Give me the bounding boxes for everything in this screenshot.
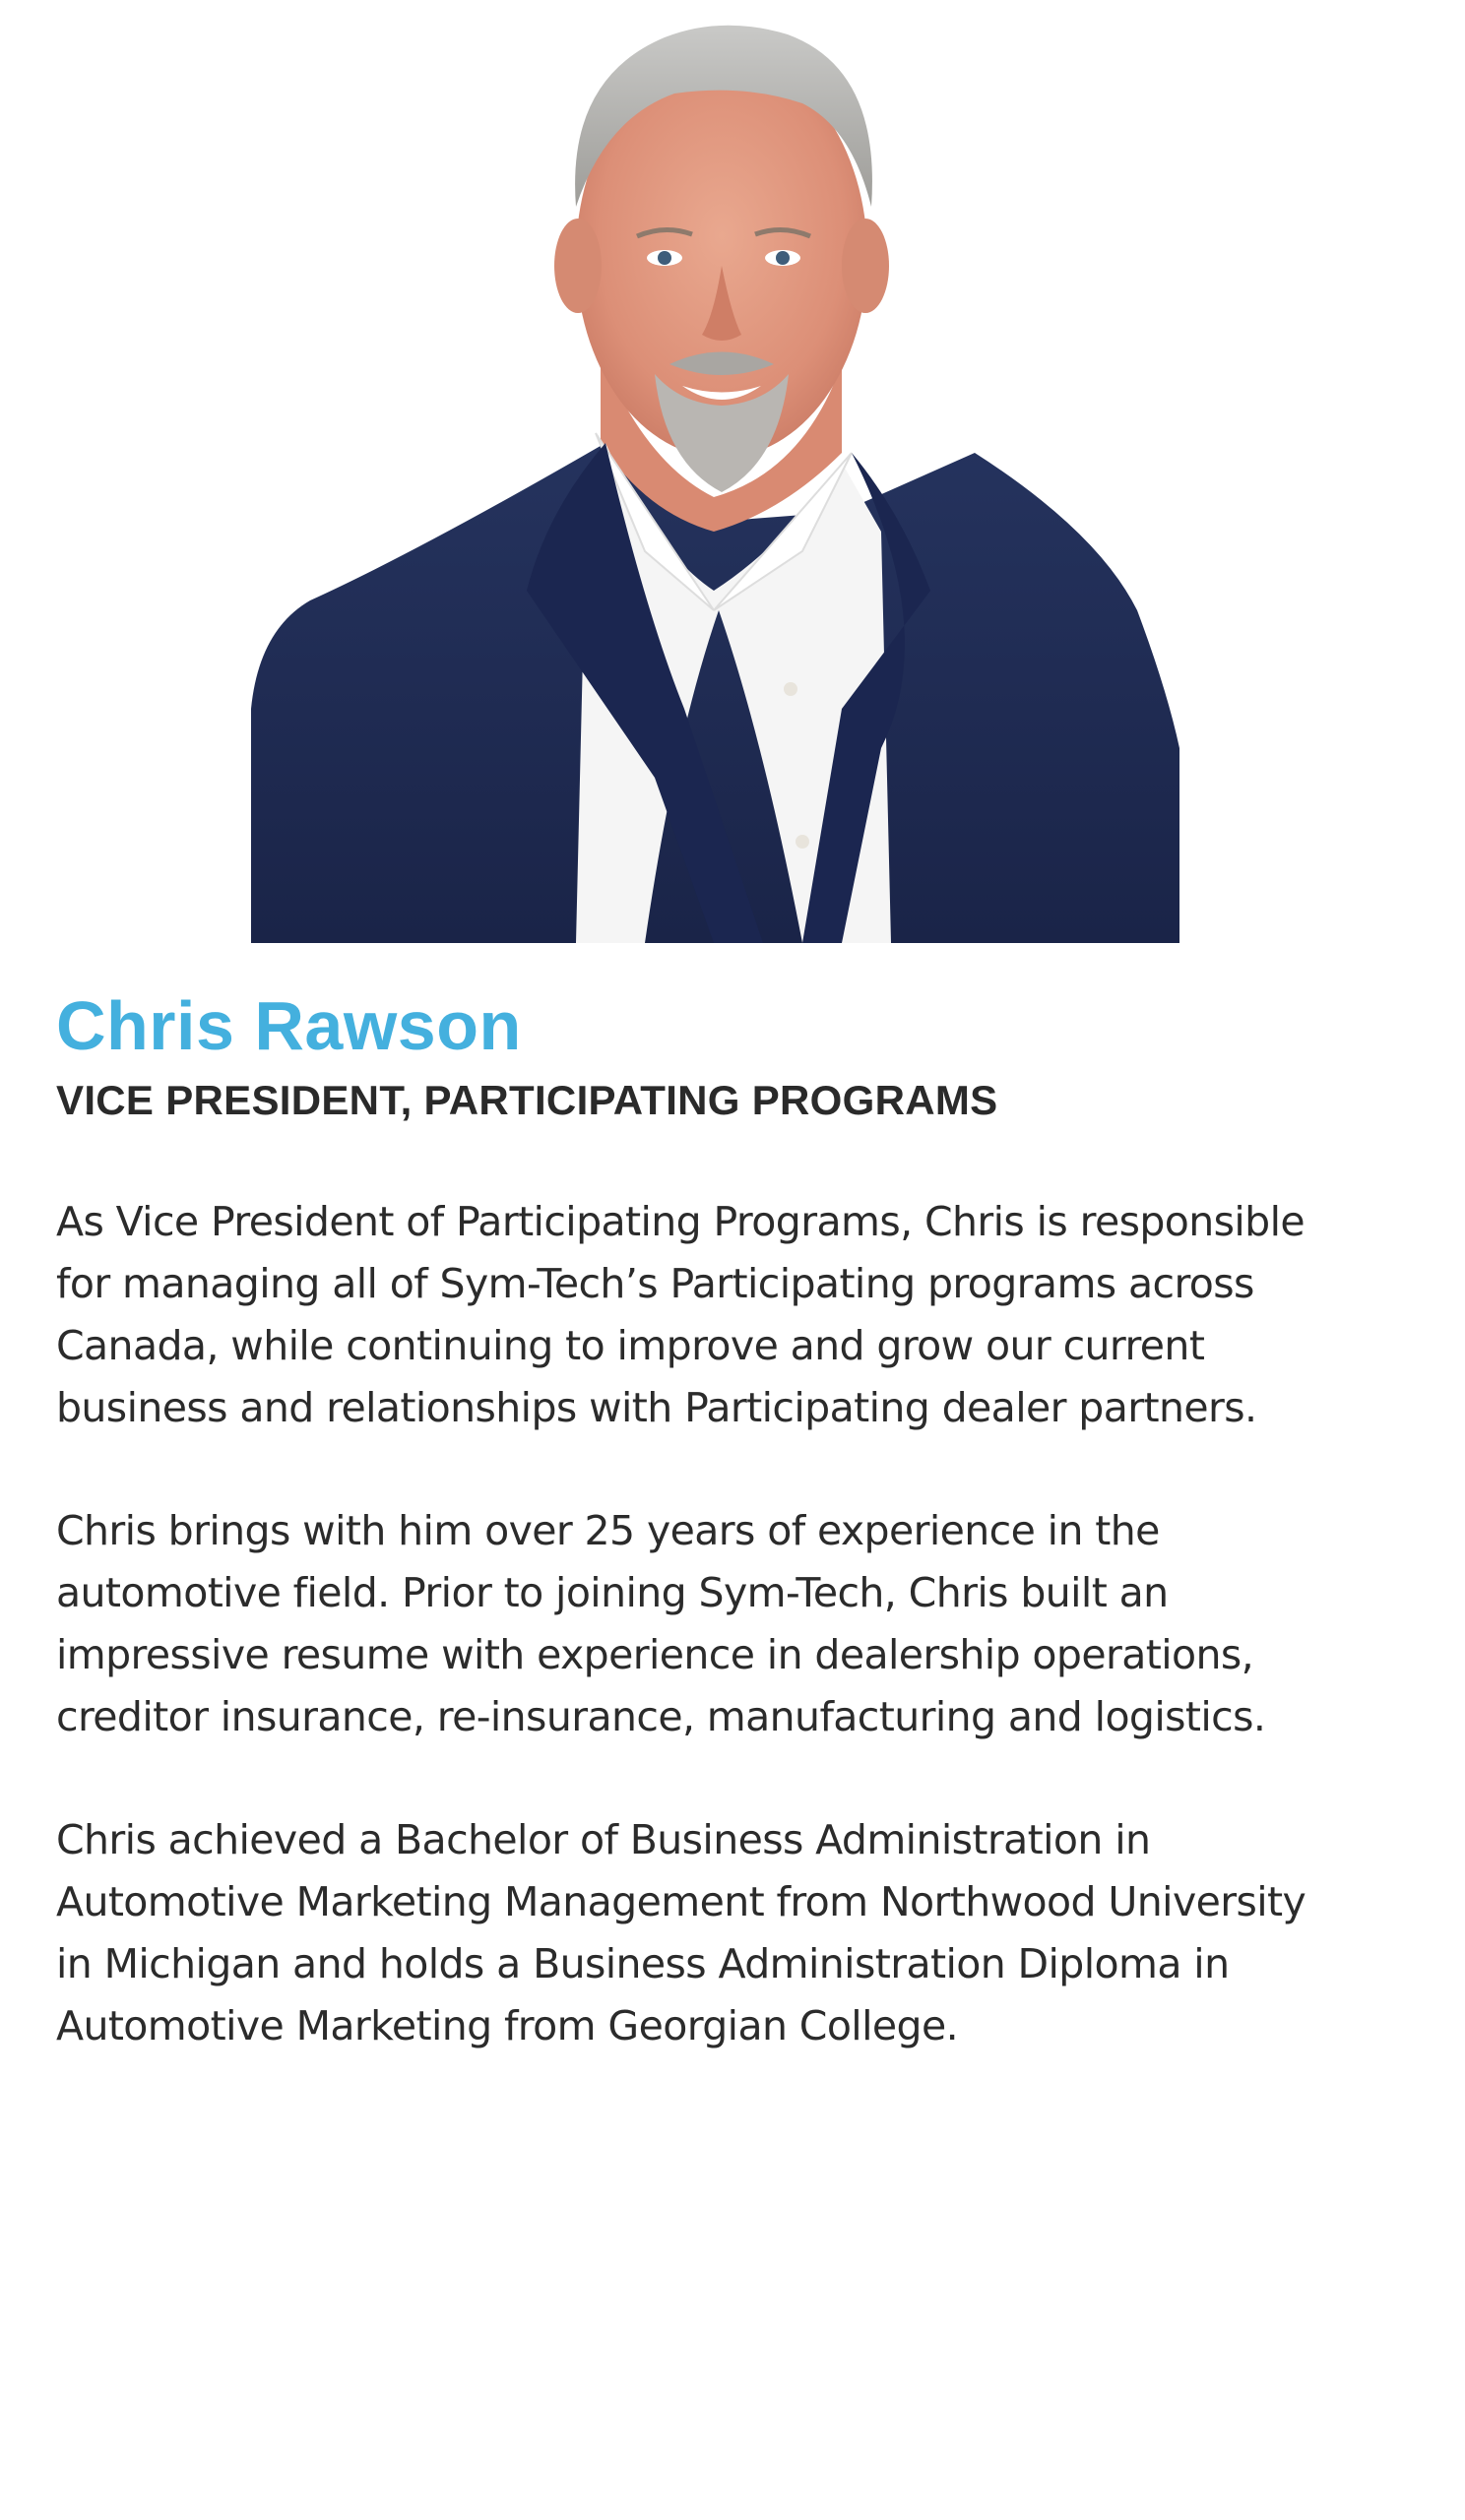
profile-photo — [251, 0, 1179, 943]
bio-section — [56, 984, 1425, 2118]
job-title: VICE PRESIDENT, PARTICIPATING PROGRAMS — [56, 1077, 998, 1123]
bio-text — [56, 1191, 1425, 2057]
bio-paragraph: As Vice President of Participating Programs, Chris is responsible for managing all of Sym-Tech’s Participating programs across Canada, while continuing to improve and grow our current business and relationships with Participating dealer partners. — [56, 1198, 1306, 1431]
person-name: Chris Rawson — [56, 987, 522, 1064]
bio-paragraph: Chris brings with him over 25 years of experience in the automotive field. Prior to joining Sym-Tech, Chris built an impressive resume with experience in dealership operations, creditor insurance, re-insurance, manufacturing and logistics. — [56, 1507, 1266, 1740]
bio-paragraph: Chris achieved a Bachelor of Business Administration in Automotive Marketing Management from Northwood University in Michigan and holds a Business Administration Diploma in Automotive Marketing from Georgian College. — [56, 1816, 1306, 2049]
portrait-illustration — [251, 0, 1179, 943]
